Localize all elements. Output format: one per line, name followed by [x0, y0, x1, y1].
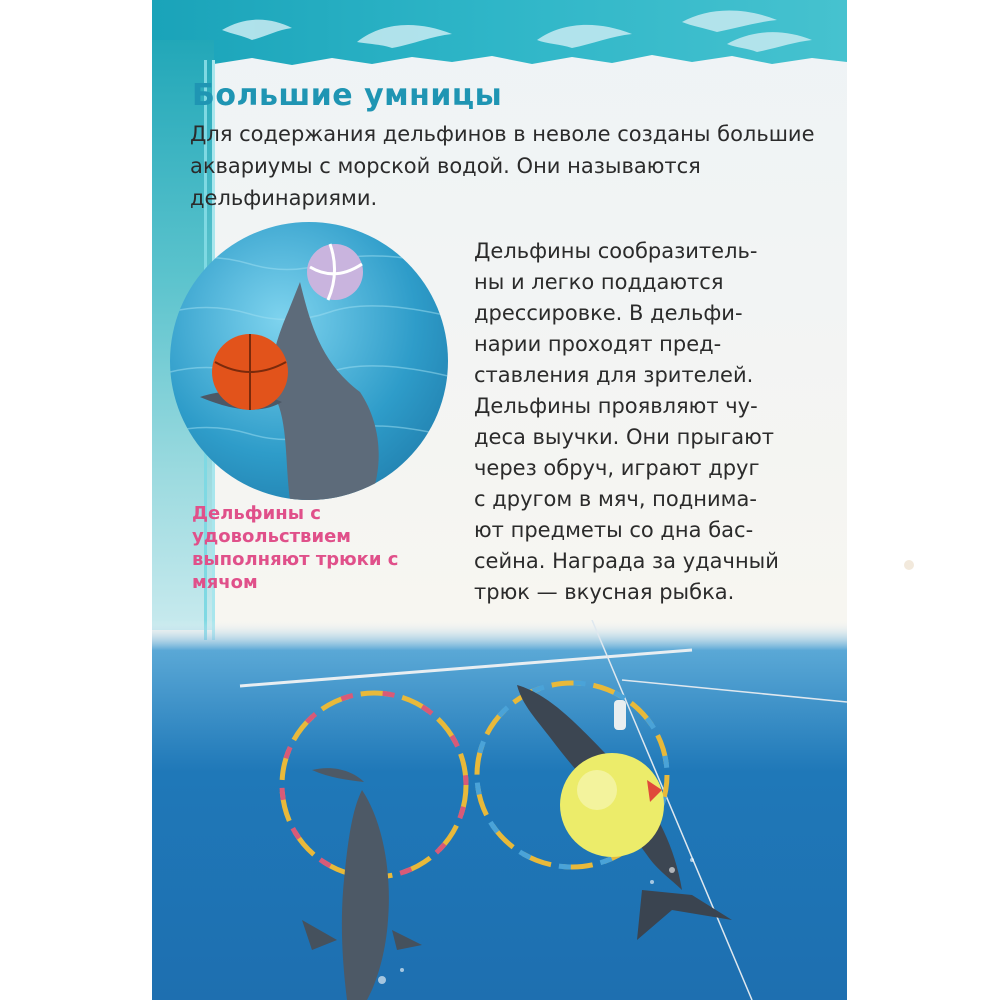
yellow-ball-icon	[560, 753, 664, 857]
dolphin-icon	[271, 282, 379, 500]
body-paragraph: Дельфины сообразитель- ны и легко поддаются дрессировке. В дельфи- нарии проходят пред- ставления для зрителей. Дельфины проявляют чу- деса выучки. Они прыгают через обруч, играют друг с другом в мяч, поднима- ют предметы со дна бас- сейна. Награда за удачный трюк — вкусная рыбка.	[474, 239, 779, 604]
book-page	[152, 0, 847, 1000]
intro-paragraph: Для содержания дельфинов в неволе созданы большие аквариумы с морской водой. Они называются дельфинариями.	[190, 122, 815, 210]
dolphin-ball-photo	[170, 222, 448, 500]
header-banner	[152, 0, 847, 75]
page-title: Большие умницы	[192, 78, 503, 113]
dolphins-hoops-photo	[152, 620, 847, 1000]
paper-mark	[904, 560, 914, 570]
photo-caption: Дельфины с удовольствием выполняют трюки с мячом	[192, 503, 399, 593]
